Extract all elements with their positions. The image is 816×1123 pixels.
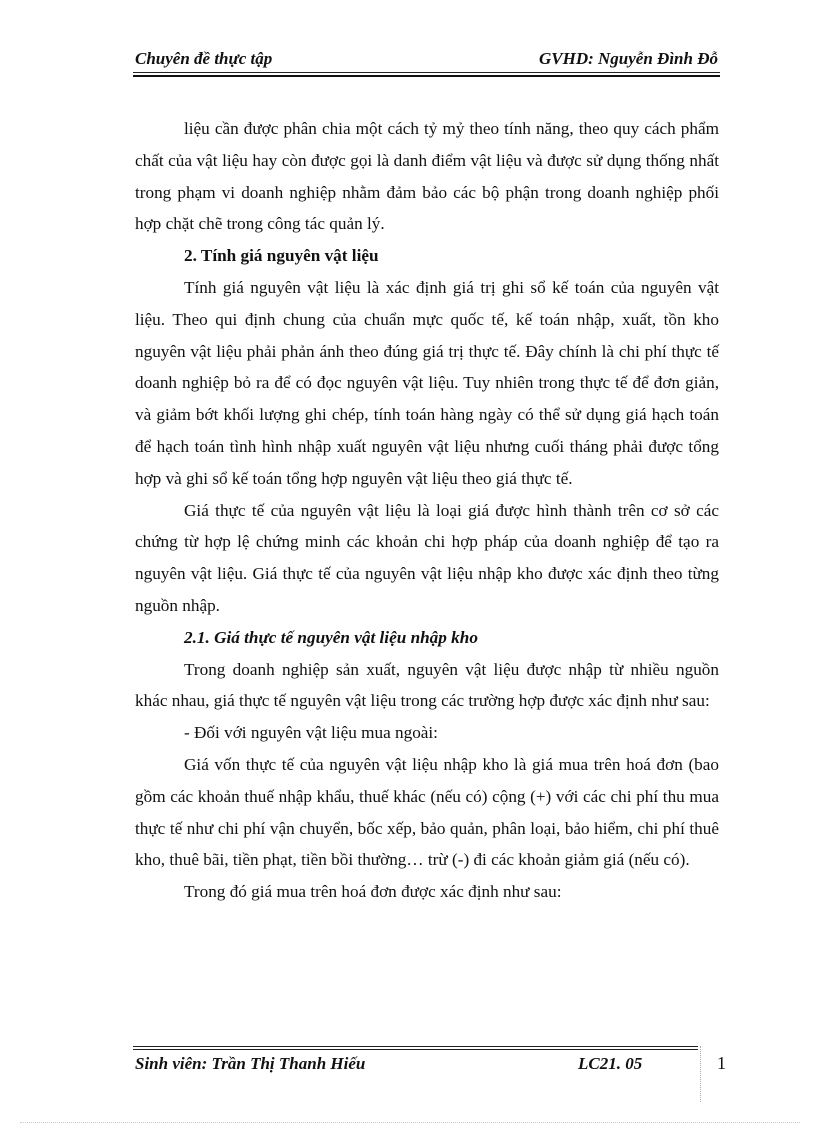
header-rule-thick	[133, 75, 720, 77]
header-title: Chuyên đề thực tập	[135, 49, 273, 68]
paragraph-7: Trong đó giá mua trên hoá đơn được xác định như sau:	[184, 882, 562, 902]
paragraph-1: liệu cần được phân chia một cách tỷ mỷ theo tính năng, theo quy cách phẩm chất của vật liệu hay còn được gọi là danh điểm vật liệu và được sử dụng thống nhất trong phạm vi doanh nghiệp nhằm đảm bảo các bộ phận trong doanh nghiệp phối hợp chặt chẽ trong công tác quản lý.	[135, 119, 719, 234]
footer-class-code: LC21. 05	[578, 1054, 643, 1073]
footer-student: Sinh viên: Trần Thị Thanh Hiếu	[135, 1054, 366, 1073]
footer-rule-2	[133, 1049, 698, 1050]
paragraph-4: Trong doanh nghiệp sản xuất, nguyên vật liệu được nhập từ nhiều nguồn khác nhau, giá thực tế nguyên vật liệu trong các trường hợp được xác định như sau:	[135, 659, 719, 711]
header-supervisor: GVHD: Nguyễn Đình Đỗ	[539, 49, 718, 68]
paragraph-6: Giá vốn thực tế của nguyên vật liệu nhập kho là giá mua trên hoá đơn (bao gồm các khoản thuế nhập khẩu, thuế khác (nếu có) cộng (+) với các chi phí thu mua thực tế như chi phí vận chuyển, bốc xếp, bảo quản, phân loại, bảo hiểm, chi phí thuê kho, thuê bãi, tiền phạt, tiền bồi thường… trừ (-) đi các khoản giảm giá (nếu có).	[135, 754, 719, 870]
page-header	[135, 49, 720, 73]
subsection-heading: 2.1. Giá thực tế nguyên vật liệu nhập kho	[184, 627, 478, 647]
paragraph-2: Tính giá nguyên vật liệu là xác định giá trị ghi sổ kế toán của nguyên vật liệu. Theo qui định chung của chuẩn mực quốc tế, kế toán nhập, xuất, tồn kho nguyên vật liệu phải phản ánh theo đúng giá trị thực tế. Đây chính là chi phí thực tế doanh nghiệp bỏ ra để có đọc nguyên vật liệu. Tuy nhiên trong thực tế để đơn giản, và giảm bớt khối lượng ghi chép, tính toán hàng ngày có thể sử dụng giá hạch toán để hạch toán tình hình nhập xuất nguyên vật liệu nhưng cuối tháng phải được tổng hợp và ghi sổ kế toán tổng hợp nguyên vật liệu theo giá thực tế.	[135, 277, 719, 488]
paragraph-3: Giá thực tế của nguyên vật liệu là loại giá được hình thành trên cơ sở các chứng từ hợp lệ chứng minh các khoản chi hợp pháp của doanh nghiệp để tạo ra nguyên vật liệu. Giá thực tế của nguyên vật liệu nhập kho được xác định theo từng nguồn nhập.	[135, 500, 719, 615]
section-heading: 2. Tính giá nguyên vật liệu	[184, 246, 379, 266]
footer-rule-1	[133, 1046, 698, 1047]
paragraph-5: - Đối với nguyên vật liệu mua ngoài:	[184, 723, 438, 743]
page-number: 1	[717, 1053, 726, 1073]
footer-divider	[700, 1046, 701, 1102]
document-body	[135, 113, 719, 908]
header-rule-thin	[133, 72, 720, 73]
